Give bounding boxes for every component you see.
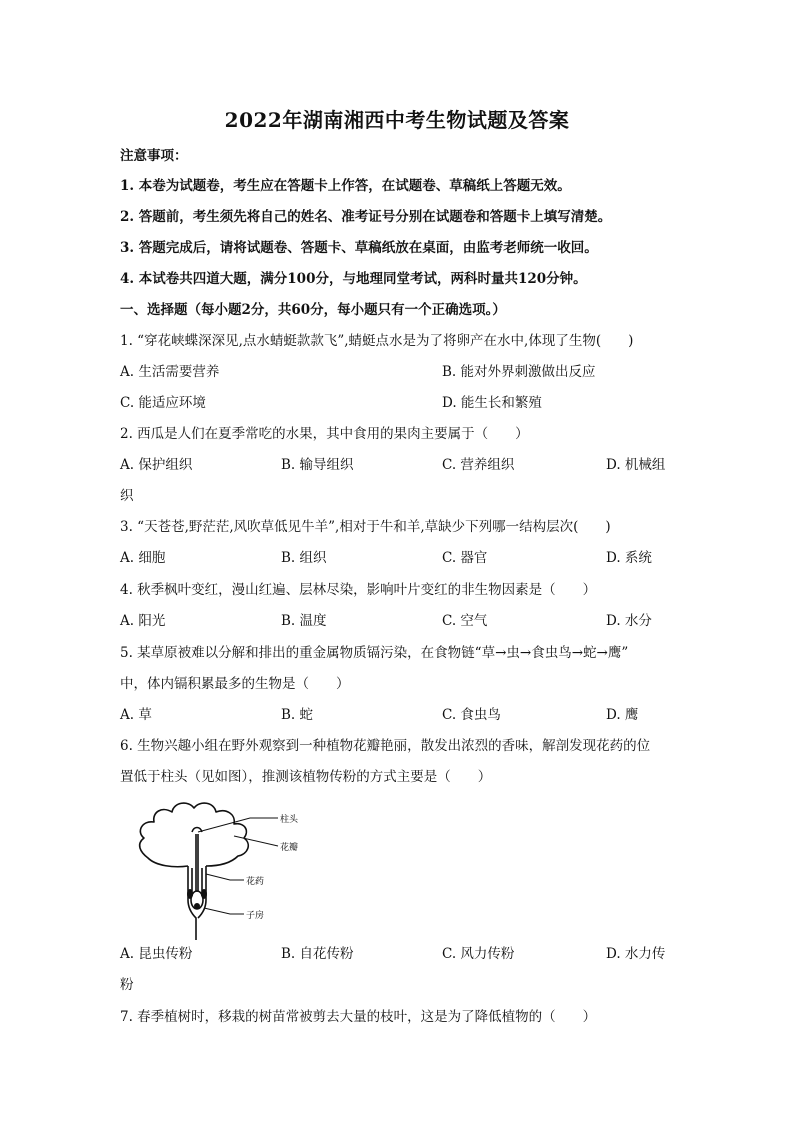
question-2-stem: 2. 西瓜是人们在夏季常吃的水果，其中食用的果肉主要属于（ ） [120,426,529,442]
question-5-option-b: B. 蛇 [281,707,314,723]
question-5-option-c: C. 食虫鸟 [442,707,501,723]
question-3-stem: 3. “天苍苍,野茫茫,风吹草低见牛羊”,相对于牛和羊,草缺少下列哪一结构层次( ) [120,519,611,535]
question-3-option-a: A. 细胞 [120,550,166,566]
flower-diagram [126,796,326,944]
label-stigma: 柱头 [280,815,299,825]
question-5-stem-cont: 中，体内镉积累最多的生物是（ ） [120,676,350,692]
question-1-stem: 1. “穿花峡蝶深深见,点水蜻蜓款款飞”,蜻蜓点水是为了将卵产在水中,体现了生物( ) [120,333,634,349]
question-6-option-a: A. 昆虫传粉 [120,946,193,962]
question-4-stem: 4. 秋季枫叶变红，漫山红遍、层林尽染，影响叶片变红的非生物因素是（ ） [120,582,597,598]
flower-diagram-svg [126,796,326,944]
question-5-options [120,705,680,725]
question-1-option-d: D. 能生长和繁殖 [442,395,542,411]
question-1-options-row-1 [120,362,680,382]
question-2-option-c: C. 营养组织 [442,457,515,473]
question-5-stem: 5. 某草原被难以分解和排出的重金属物质镉污染，在食物链“草→虫→食虫鸟→蛇→鹰” [120,645,629,661]
question-7-stem: 7. 春季植树时，移栽的树苗常被剪去大量的枝叶，这是为了降低植物的（ ） [120,1009,597,1025]
question-1-options-row-2 [120,393,680,413]
question-4-option-a: A. 阳光 [120,613,166,629]
question-1-option-b: B. 能对外界刺激做出反应 [442,364,596,380]
question-6-option-c: C. 风力传粉 [442,946,515,962]
petal-outline [140,803,249,867]
question-6-stem-cont: 置低于柱头（见如图），推测该植物传粉的方式主要是（ ） [120,769,492,785]
label-ovary: 子房 [246,911,265,921]
question-2-option-d-wrap: 织 [120,488,134,504]
notice-4: 4. 本试卷共四道大题，满分100分，与地理同堂考试，两科时量共120分钟。 [120,271,587,287]
question-6-option-b: B. 自花传粉 [281,946,354,962]
question-4-option-c: C. 空气 [442,613,488,629]
question-6-options [120,944,680,964]
question-5-option-a: A. 草 [120,707,152,723]
anther-left [187,889,193,899]
label-petal: 花瓣 [280,843,299,853]
notice-2: 2. 答题前，考生须先将自己的姓名、准考证号分别在试题卷和答题卡上填写清楚。 [120,209,612,225]
question-4-option-b: B. 温度 [281,613,327,629]
question-3-option-b: B. 组织 [281,550,327,566]
question-1-option-a: A. 生活需要营养 [120,364,220,380]
question-6-option-d: D. 水力传 [606,946,666,962]
section-heading: 一、选择题（每小题2分，共60分，每小题只有一个正确选项。） [120,302,506,318]
notice-1: 1. 本卷为试题卷，考生应在答题卡上作答，在试题卷、草稿纸上答题无效。 [120,178,571,194]
question-4-option-d: D. 水分 [606,613,652,629]
question-2-option-d: D. 机械组 [606,457,666,473]
page-title: 2022年湖南湘西中考生物试题及答案 [224,108,570,132]
label-anther: 花药 [246,877,265,887]
question-4-options [120,611,680,631]
question-6-stem: 6. 生物兴趣小组在野外观察到一种植物花瓣艳丽，散发出浓烈的香味，解剖发现花药的位 [120,738,651,754]
question-2-option-b: B. 输导组织 [281,457,354,473]
question-2-options [120,455,680,475]
question-6-option-d-wrap: 粉 [120,977,134,993]
question-3-option-c: C. 器官 [442,550,488,566]
question-1-option-c: C. 能适应环境 [120,395,206,411]
anther-right [201,889,207,899]
question-5-option-d: D. 鹰 [606,707,639,723]
question-2-option-a: A. 保护组织 [120,457,193,473]
notice-heading: 注意事项： [120,148,188,164]
notice-3: 3. 答题完成后，请将试题卷、答题卡、草稿纸放在桌面，由监考老师统一收回。 [120,240,598,256]
question-3-option-d: D. 系统 [606,550,652,566]
question-3-options [120,548,680,568]
